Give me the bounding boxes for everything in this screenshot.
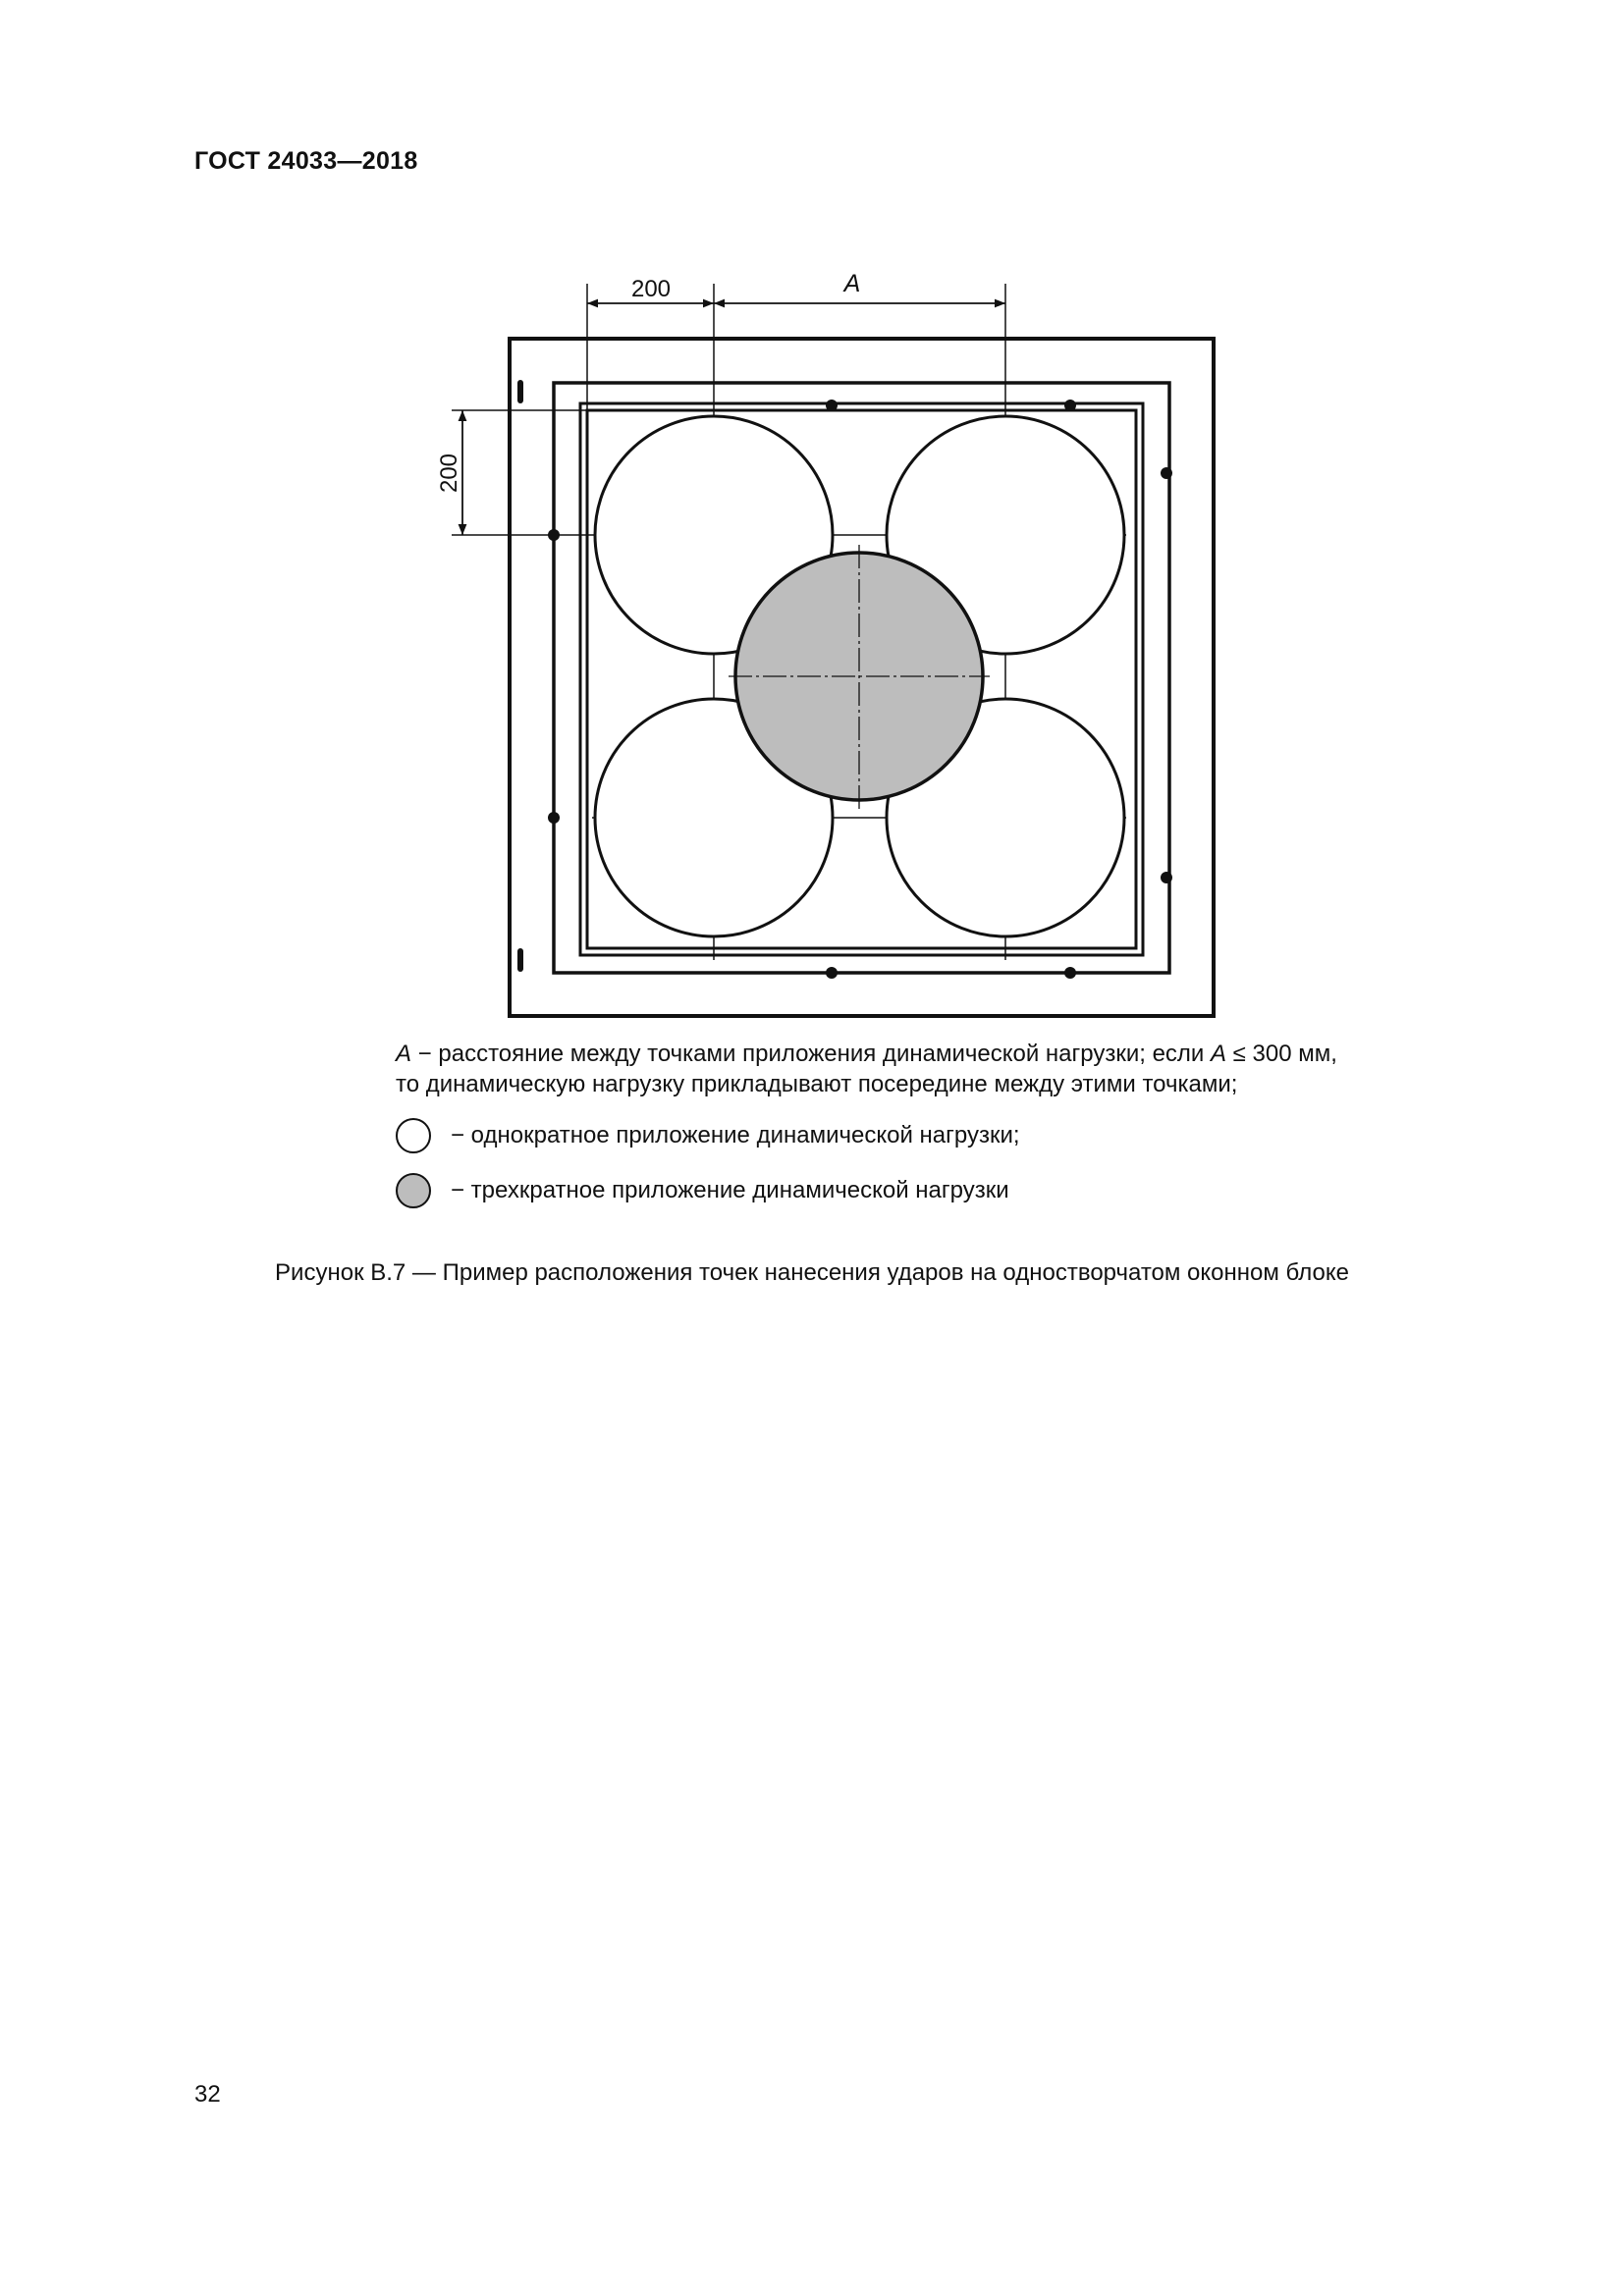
legend-symbol-a: A xyxy=(396,1041,412,1067)
hardware-dot xyxy=(1064,967,1076,979)
dimension-label-a: A xyxy=(843,270,861,297)
document-header: ГОСТ 24033—2018 xyxy=(194,147,418,175)
hardware-dot xyxy=(1161,467,1172,479)
dimension-label-200-top: 200 xyxy=(630,276,672,302)
hardware-dot xyxy=(826,400,838,411)
hinge-mark xyxy=(517,380,523,403)
legend-item-triple-impact xyxy=(396,1171,1009,1210)
hardware-dot xyxy=(548,529,560,541)
hardware-dot xyxy=(1064,400,1076,411)
filled-circle-icon xyxy=(396,1173,431,1208)
hardware-dot xyxy=(548,812,560,824)
legend-definition-line-1: A − расстояние между точками приложения динамической нагрузки; если A ≤ 300 мм, xyxy=(396,1041,1337,1067)
legend-symbol-a-inline: A xyxy=(1211,1041,1227,1067)
dimension-label-200-left: 200 xyxy=(436,453,462,494)
legend-definition xyxy=(396,1039,1337,1099)
empty-circle-icon xyxy=(396,1118,431,1153)
figure-caption: Рисунок В.7 — Пример расположения точек нанесения ударов на одностворчатом оконном блоке xyxy=(275,1259,1349,1286)
legend-item-label: − однократное приложение динамической нагрузки; xyxy=(451,1122,1020,1148)
legend-item-label: − трехкратное приложение динамической нагрузки xyxy=(451,1177,1009,1203)
hardware-dot xyxy=(1161,872,1172,883)
page-number: 32 xyxy=(194,2081,221,2108)
legend-definition-line-2: то динамическую нагрузку прикладывают посередине между этими точками; xyxy=(396,1071,1238,1097)
window-impact-diagram xyxy=(0,0,1624,1041)
hardware-dot xyxy=(826,967,838,979)
hinge-mark xyxy=(517,948,523,972)
legend-item-single-impact xyxy=(396,1116,1020,1155)
